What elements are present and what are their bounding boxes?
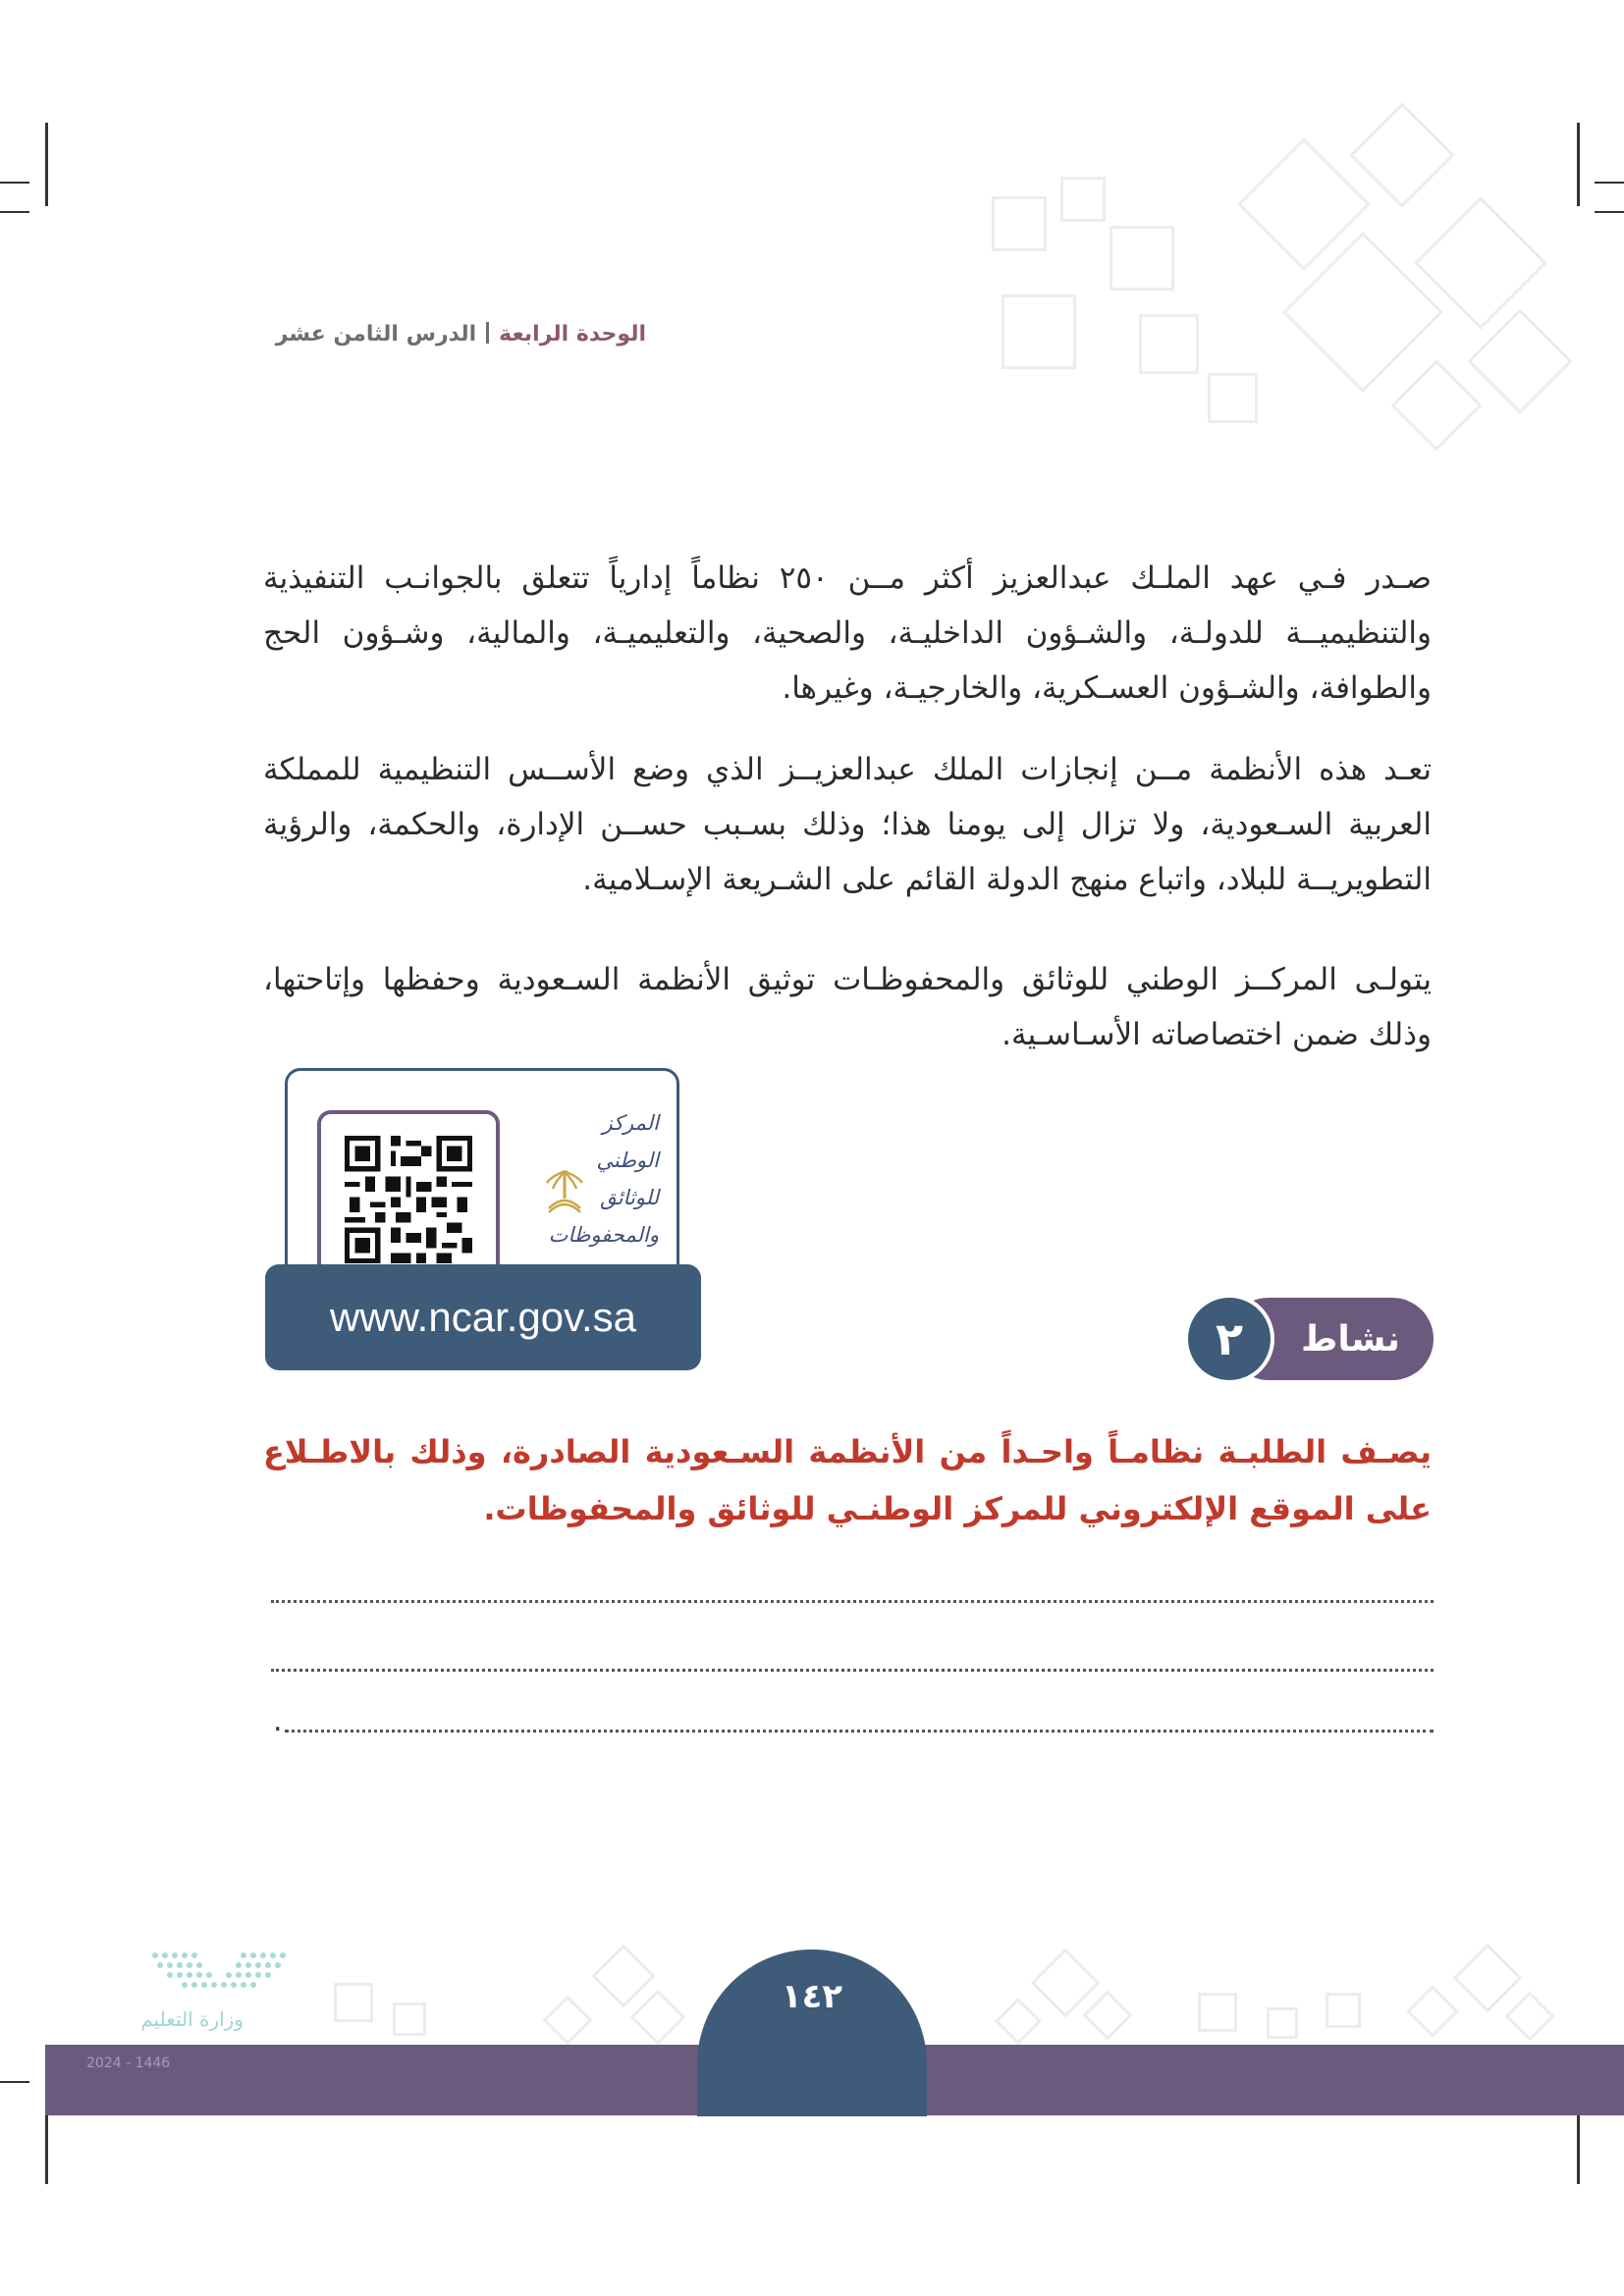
header-separator xyxy=(486,322,489,344)
ncar-logo xyxy=(512,1098,659,1265)
crop-mark xyxy=(1595,211,1624,213)
running-header xyxy=(263,322,646,347)
crop-mark xyxy=(0,2081,29,2083)
activity-task: يصـف الطلبـة نظامـاً واحـداً من الأنظمة السـعودية الصادرة، وذلك بالاطـلاع على الموقع الإلكتروني للمركز الوطنـي للوثائق والمحفوظات. xyxy=(263,1433,1432,1527)
answer-line-3[interactable] xyxy=(285,1730,1434,1733)
answer-line-end-mark: . xyxy=(273,1704,283,1738)
ministry-name: وزارة التعليم xyxy=(140,2007,244,2031)
crop-mark xyxy=(1595,182,1624,184)
page-number-tab xyxy=(697,1949,927,2116)
page-number: ١٤٢ xyxy=(781,1977,843,2016)
website-link[interactable]: www.ncar.gov.sa xyxy=(265,1264,701,1370)
answer-line-1[interactable] xyxy=(271,1600,1434,1603)
paragraph-1: صـدر فـي عهد الملـك عبدالعزيز أكثر مــن ٢٥٠ نظاماً إدارياً تتعلق بالجوانـب التنفيذية والتنظيميــة للدولـة، والشـؤون الداخليـة، والصحية، والتعليميـة، والمالية، وشـؤون الحج والطوافة، والشـؤون العسـكرية، والخارجيـة، وغيرها. xyxy=(263,561,1432,706)
crop-mark xyxy=(45,123,48,206)
unit-title: الوحدة الرابعة xyxy=(499,322,646,347)
logo-wordmark: المركز الوطني للوثائق والمحفوظات xyxy=(548,1111,659,1247)
ministry-logo-icon xyxy=(86,1942,302,2069)
lesson-title: الدرس الثامن عشر xyxy=(275,322,477,347)
activity-badge xyxy=(1184,1294,1434,1384)
ministry-year: 2024 - 1446 xyxy=(86,2056,171,2071)
crop-mark xyxy=(0,182,29,184)
qr-code-icon xyxy=(345,1136,472,1263)
crop-mark xyxy=(0,211,29,213)
activity-label: نشاط xyxy=(1227,1298,1434,1380)
website-card xyxy=(285,1068,679,1290)
answer-line-2[interactable] xyxy=(271,1669,1434,1672)
activity-number: ٢ xyxy=(1184,1294,1274,1384)
crop-mark xyxy=(1577,123,1580,206)
paragraph-3: يتولـى المركــز الوطني للوثائق والمحفوظـات توثيق الأنظمة السـعودية وحفظها وإتاحتها، وذلك ضمن اختصاصاته الأسـاسـية. xyxy=(263,962,1432,1052)
paragraph-2: تعـد هذه الأنظمة مــن إنجازات الملك عبدالعزيــز الذي وضع الأســس التنظيمية للمملكة العربية السـعودية، ولا تزال إلى يومنا هذا؛ وذلك بسـبب حســن الإدارة، والحكمة، والرؤية التطويريــة للبلاد، واتباع منهج الدولة القائم على الشـريعة الإسـلامية. xyxy=(263,752,1432,897)
